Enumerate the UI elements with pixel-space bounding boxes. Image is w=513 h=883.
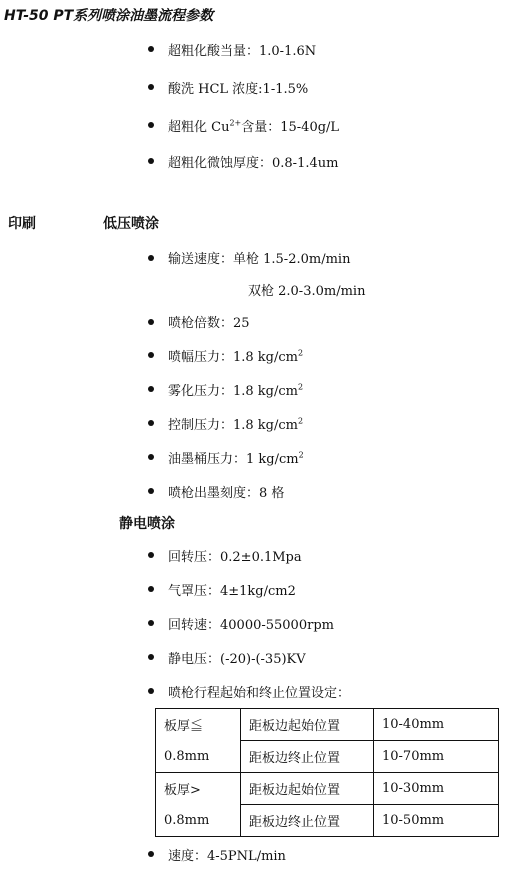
value-cell: 10-40mm bbox=[374, 709, 499, 741]
table-row bbox=[156, 773, 499, 805]
bullet-icon bbox=[148, 851, 154, 857]
rotation-speed-item: 回转速：40000-55000rpm bbox=[168, 618, 334, 633]
bullet-icon bbox=[148, 488, 154, 494]
value-cell: 10-30mm bbox=[374, 773, 499, 805]
atomization-pressure-item: 雾化压力：1.8 $kg/cm^2$ bbox=[168, 382, 304, 399]
thickness-cell: 0.8mm bbox=[156, 741, 241, 773]
electrostatic-heading: 静电喷涂 bbox=[119, 516, 175, 532]
bullet-icon bbox=[148, 420, 154, 426]
low-pressure-heading: 低压喷涂 bbox=[103, 216, 159, 232]
gun-multiplier-item: 喷枪倍数：25 bbox=[168, 316, 250, 331]
etch-thickness-item: 超粗化微蚀厚度：0.8-1.4um bbox=[168, 156, 339, 171]
table-row bbox=[156, 805, 499, 837]
speed-item: 速度：4-5PNL/min bbox=[168, 849, 286, 864]
table-row bbox=[156, 709, 499, 741]
position-cell: 距板边起始位置 bbox=[241, 773, 374, 805]
thickness-cell: 板厚≦ bbox=[156, 709, 241, 741]
thickness-cell: 板厚> bbox=[156, 773, 241, 805]
value-cell: 10-50mm bbox=[374, 805, 499, 837]
rotation-pressure-item: 回转压：0.2±0.1Mpa bbox=[168, 550, 302, 565]
thickness-cell: 0.8mm bbox=[156, 805, 241, 837]
bullet-icon bbox=[148, 255, 154, 261]
ink-bucket-pressure-item: 油墨桶压力：1 $kg/cm^2$ bbox=[168, 450, 304, 467]
ink-output-scale-item: 喷枪出墨刻度：8 格 bbox=[168, 486, 285, 501]
print-section-label: 印刷 bbox=[8, 216, 36, 232]
dual-gun-speed-item: 双枪 2.0-3.0m/min bbox=[248, 284, 366, 299]
bullet-icon bbox=[148, 352, 154, 358]
bullet-icon bbox=[148, 688, 154, 694]
acid-equivalent-item: 超粗化酸当量：1.0-1.6N bbox=[168, 44, 317, 59]
stroke-position-table bbox=[155, 708, 499, 837]
position-cell: 距板边起始位置 bbox=[241, 709, 374, 741]
cu-content-item: 超粗化 $Cu^{2+}$含量：15-40g/L bbox=[168, 118, 340, 135]
bullet-icon bbox=[148, 620, 154, 626]
bullet-icon bbox=[148, 454, 154, 460]
value-cell: 10-70mm bbox=[374, 741, 499, 773]
bullet-icon bbox=[148, 122, 154, 128]
bullet-icon bbox=[148, 158, 154, 164]
position-cell: 距板边终止位置 bbox=[241, 805, 374, 837]
spray-width-pressure-item: 喷幅压力：1.8 $kg/cm^2$ bbox=[168, 348, 304, 365]
gun-stroke-item: 喷枪行程起始和终止位置设定： bbox=[168, 686, 351, 701]
hcl-concentration-item: 酸洗 HCL 浓度:1-1.5% bbox=[168, 82, 309, 97]
bullet-icon bbox=[148, 46, 154, 52]
bullet-icon bbox=[148, 386, 154, 392]
table-row bbox=[156, 741, 499, 773]
bullet-icon bbox=[148, 319, 154, 325]
bullet-icon bbox=[148, 552, 154, 558]
conveyor-speed-item: 输送速度：单枪 1.5-2.0m/min bbox=[168, 252, 351, 267]
electrostatic-voltage-item: 静电压：(-20)-(-35)KV bbox=[168, 652, 306, 667]
position-cell: 距板边终止位置 bbox=[241, 741, 374, 773]
bullet-icon bbox=[148, 84, 154, 90]
bullet-icon bbox=[148, 586, 154, 592]
document-title: HT-50 PT系列喷涂油墨流程参数 bbox=[4, 8, 214, 24]
bullet-icon bbox=[148, 654, 154, 660]
control-pressure-item: 控制压力：1.8 $kg/cm^2$ bbox=[168, 416, 304, 433]
air-shroud-pressure-item: 气罩压：4±1kg/cm2 bbox=[168, 584, 296, 599]
